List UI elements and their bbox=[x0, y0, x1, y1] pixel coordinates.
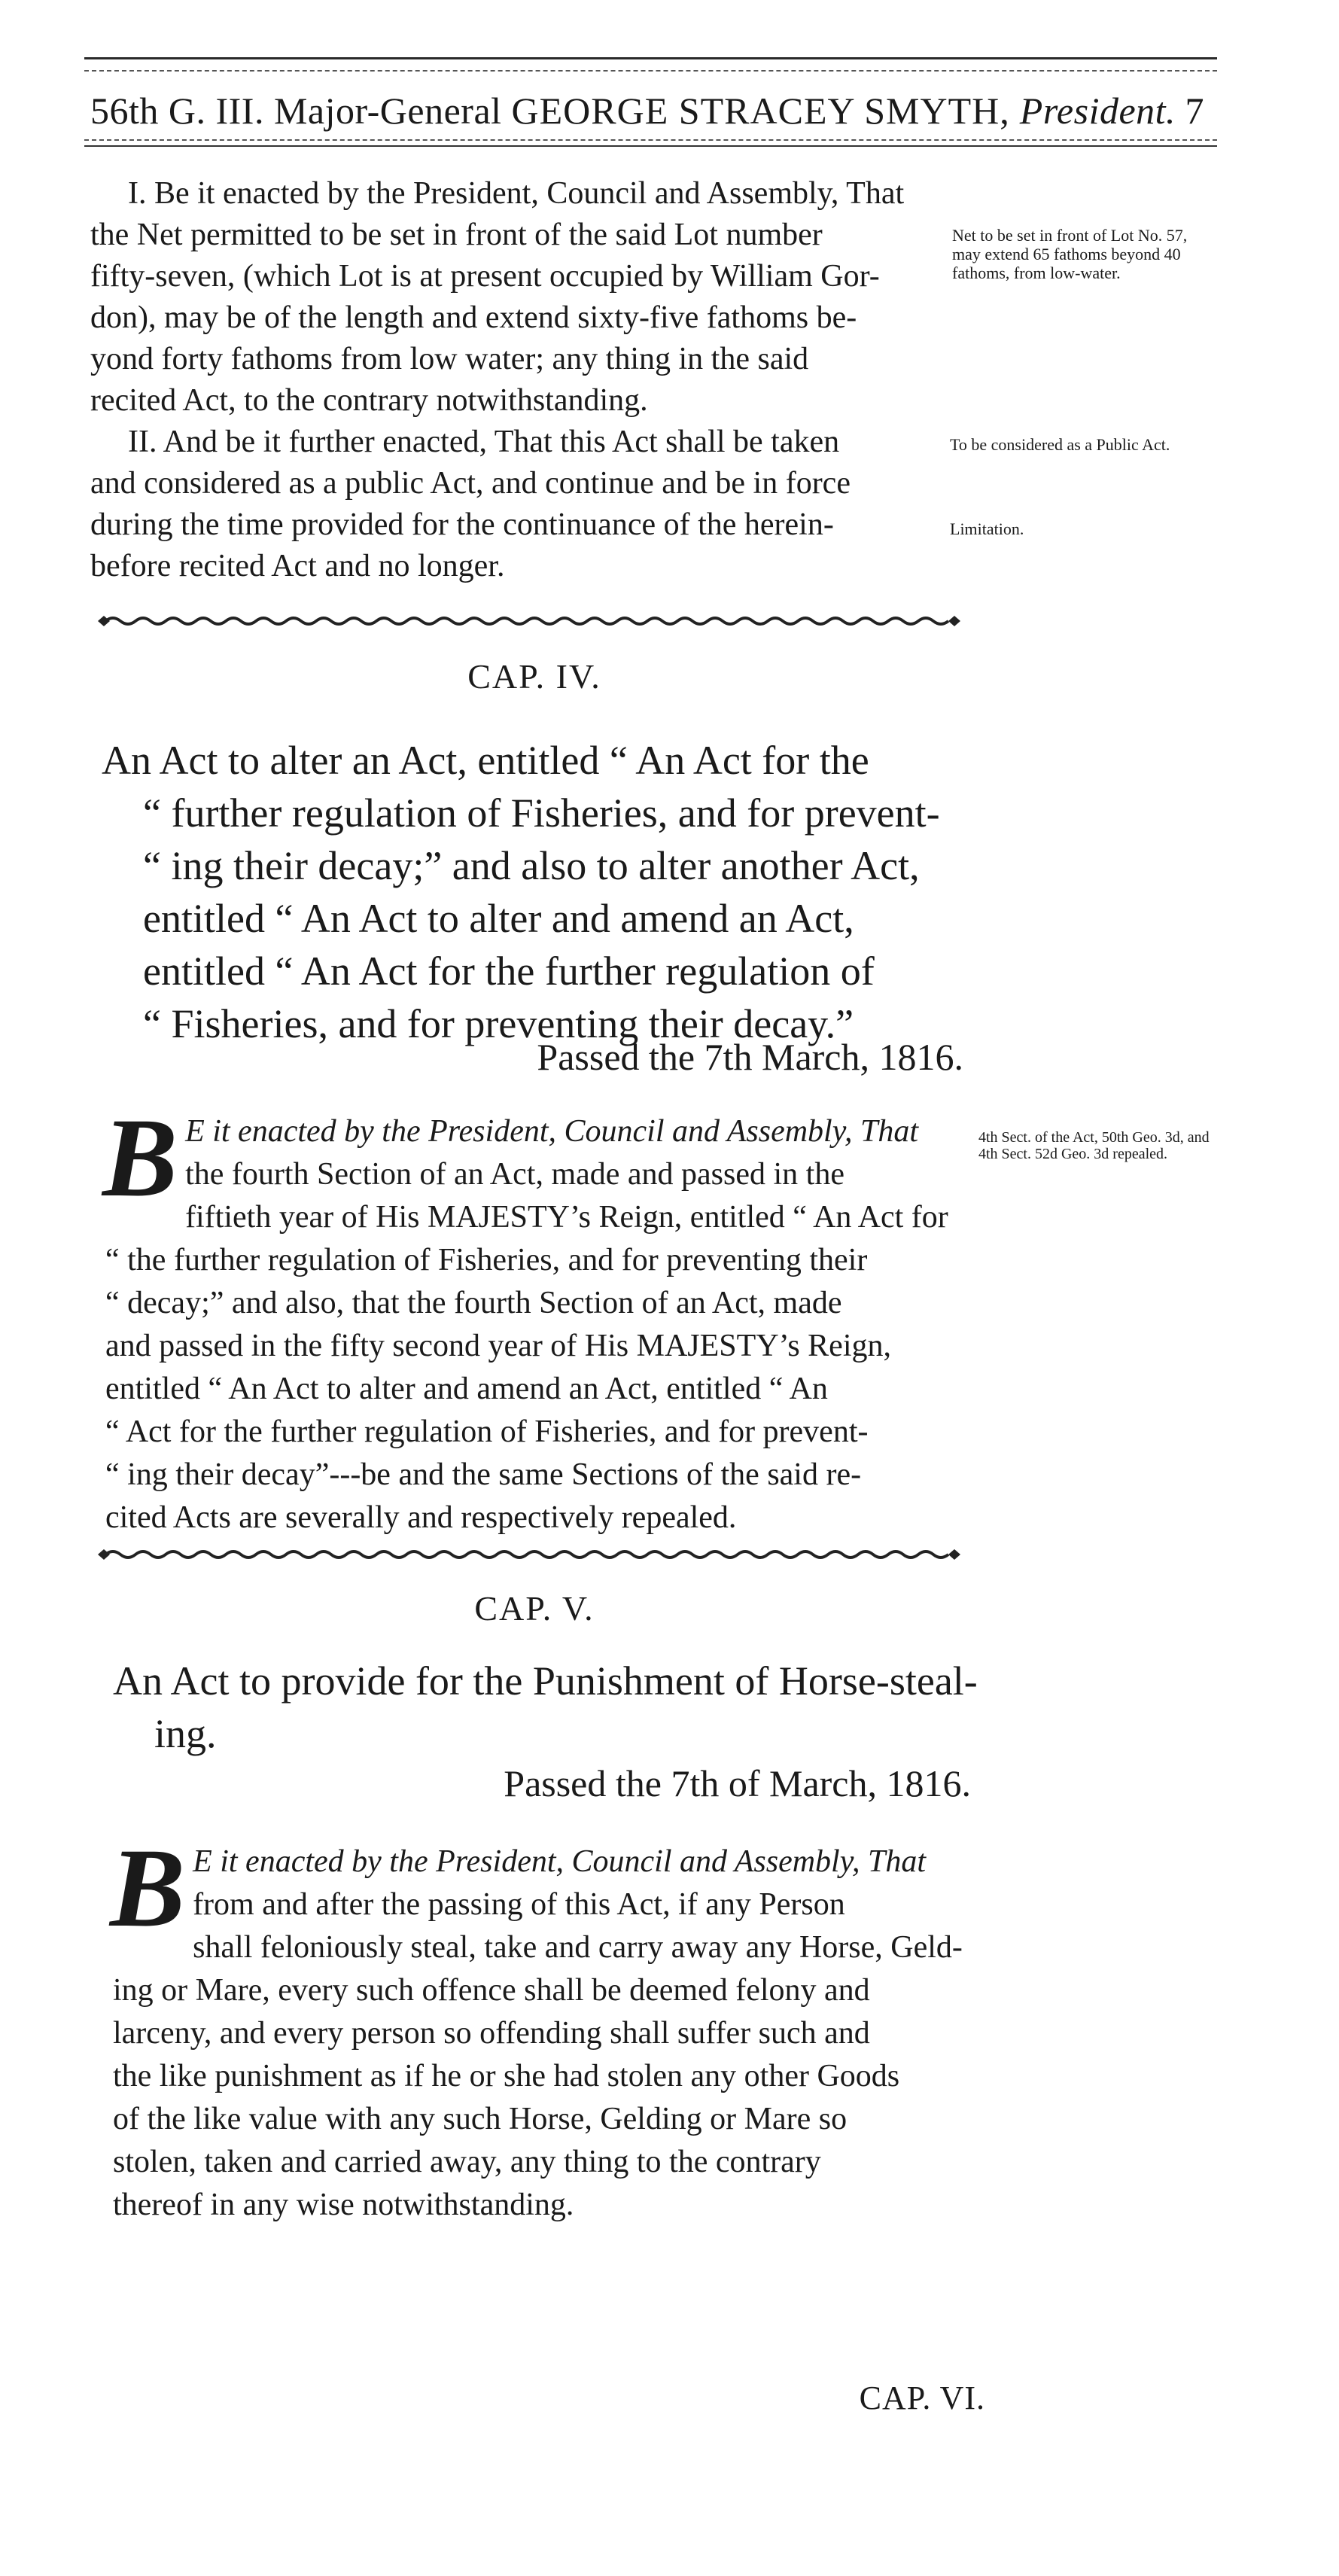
catchword: CAP. VI. bbox=[859, 2380, 985, 2416]
section-one-line: recited Act, to the contrary notwithstanding. bbox=[90, 383, 648, 418]
cap-v-title bbox=[113, 1655, 978, 1760]
cap-iv-passed-date: Passed the 7th March, 1816. bbox=[537, 1036, 963, 1078]
cap-iv-body-line: “ decay;” and also, that the fourth Section of an Act, made bbox=[105, 1286, 842, 1320]
sidenote-repealed: 4th Sect. of the Act, 50th Geo. 3d, and 4th Sect. 52d Geo. 3d repealed. bbox=[978, 1129, 1210, 1162]
sidenote-net-lot: Net to be set in front of Lot No. 57, may extend 65 fathoms beyond 40 fathoms, from low-water. bbox=[952, 226, 1188, 282]
cap-iv-title-line: “ Fisheries, and for preventing their decay.” bbox=[143, 1001, 854, 1046]
section-one-line: yond forty fathoms from low water; any thing in the said bbox=[90, 342, 809, 376]
section-two-line: before recited Act and no longer. bbox=[90, 549, 505, 583]
cap-iv-title-line: An Act to alter an Act, entitled “ An Act for the bbox=[102, 738, 869, 783]
cap-v-body-line: E it enacted by the President, Council and Assembly, That bbox=[193, 1844, 927, 1879]
cap-v-body-line: larceny, and every person so offending shall suffer such and bbox=[113, 2016, 870, 2051]
section-two-line: during the time provided for the continuance of the herein- bbox=[90, 507, 834, 542]
page-number: 7 bbox=[1185, 90, 1204, 132]
section-two-line: and considered as a public Act, and continue and be in force bbox=[90, 466, 851, 501]
session-label: 56th G. III. bbox=[90, 90, 264, 132]
cap-v-body-line: from and after the passing of this Act, if any Person bbox=[193, 1887, 845, 1922]
section-two bbox=[90, 422, 975, 587]
cap-v-body bbox=[110, 1825, 978, 2227]
cap-iv-body-line: the fourth Section of an Act, made and passed in the bbox=[185, 1157, 844, 1192]
cap-v-passed-date: Passed the 7th of March, 1816. bbox=[504, 1762, 971, 1804]
cap-iv-body-line: “ the further regulation of Fisheries, and for preventing their bbox=[105, 1243, 868, 1277]
cap-iv-title bbox=[102, 734, 956, 1050]
cap-iv-title-line: “ ing their decay;” and also to alter another Act, bbox=[143, 843, 920, 888]
ornamental-divider bbox=[98, 614, 963, 629]
cap-v-body-line: shall feloniously steal, take and carry away any Horse, Geld- bbox=[193, 1930, 963, 1965]
president-suffix: President. bbox=[1019, 90, 1176, 132]
cap-v-body-line: ing or Mare, every such offence shall be deemed felony and bbox=[113, 1973, 870, 2008]
running-head bbox=[90, 89, 1219, 132]
header-rule-top bbox=[84, 57, 1217, 72]
section-one bbox=[90, 173, 975, 422]
cap-v-body-line: the like punishment as if he or she had stolen any other Goods bbox=[113, 2059, 900, 2093]
cap-v-title-line: ing. bbox=[154, 1711, 217, 1756]
sidenote-limitation: Limitation. bbox=[950, 519, 1024, 538]
cap-iv-title-line: entitled “ An Act to alter and amend an Act, bbox=[143, 896, 854, 941]
cap-iv-body-line: “ Act for the further regulation of Fisheries, and for prevent- bbox=[105, 1414, 869, 1449]
cap-v-body-line: stolen, taken and carried away, any thing to the contrary bbox=[113, 2145, 821, 2179]
cap-v-body-line: thereof in any wise notwithstanding. bbox=[113, 2188, 574, 2222]
ornamental-divider bbox=[98, 1547, 963, 1562]
cap-iv-dropcap: B bbox=[102, 1095, 178, 1220]
cap-iv-title-line: “ further regulation of Fisheries, and for prevent- bbox=[143, 790, 940, 836]
cap-iv-body-line: cited Acts are severally and respectively repealed. bbox=[105, 1500, 737, 1535]
section-one-line: the Net permitted to be set in front of the said Lot number bbox=[90, 218, 823, 252]
section-two-line: II. And be it further enacted, That this Act shall be taken bbox=[128, 425, 840, 459]
cap-iv-body-line: entitled “ An Act to alter and amend an Act, entitled “ An bbox=[105, 1372, 828, 1406]
section-one-line: don), may be of the length and extend sixty-five fathoms be- bbox=[90, 300, 857, 335]
cap-v-body-line: of the like value with any such Horse, Gelding or Mare so bbox=[113, 2102, 848, 2136]
header-rule-bottom bbox=[84, 139, 1217, 147]
section-one-line: I. Be it enacted by the President, Council and Assembly, That bbox=[128, 176, 905, 211]
cap-v-dropcap: B bbox=[110, 1825, 186, 1950]
cap-iv-body-line: “ ing their decay”---be and the same Sections of the said re- bbox=[105, 1457, 862, 1492]
cap-iv-body-line: fiftieth year of His MAJESTY’s Reign, entitled “ An Act for bbox=[185, 1200, 948, 1235]
cap-iv-body bbox=[102, 1095, 971, 1539]
president-prefix: Major-General bbox=[273, 90, 502, 132]
section-one-line: fifty-seven, (which Lot is at present occupied by William Gor- bbox=[90, 259, 880, 294]
cap-iv-body-line: E it enacted by the President, Council and Assembly, That bbox=[185, 1114, 919, 1149]
cap-iv-heading: CAP. IV. bbox=[467, 657, 601, 696]
sidenote-public-act: To be considered as a Public Act. bbox=[950, 435, 1170, 454]
president-name: GEORGE STRACEY SMYTH, bbox=[511, 90, 1010, 132]
cap-v-heading: CAP. V. bbox=[474, 1589, 595, 1628]
cap-v-title-line: An Act to provide for the Punishment of Horse-steal- bbox=[113, 1658, 978, 1704]
cap-iv-title-line: entitled “ An Act for the further regulation of bbox=[143, 948, 875, 994]
cap-iv-body-line: and passed in the fifty second year of His MAJESTY’s Reign, bbox=[105, 1329, 891, 1363]
